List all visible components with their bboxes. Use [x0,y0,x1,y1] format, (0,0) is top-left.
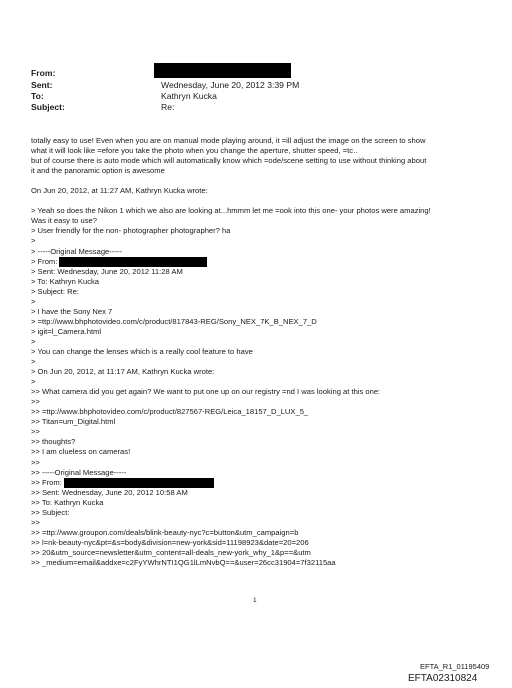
page-number: 1 [253,597,257,604]
subject-value: Re: [161,102,175,112]
body-line: >> What camera did you get again? We want to put one up on our registry =nd I was looking at this one: [31,387,381,397]
body-line: >> [31,457,40,467]
body-line: Was it easy to use? [31,216,97,226]
quoted-from-label: > From: [31,256,58,266]
body-line: > [31,296,36,306]
to-label: To: [31,91,44,101]
redacted-quoted-sender [64,478,214,488]
body-line [31,176,491,186]
body-line: >> I am clueless on cameras! [31,447,131,457]
subject-label: Subject: [31,102,65,112]
body-line: >> Sent: Wednesday, June 20, 2012 10:58 AM [31,487,188,497]
redacted-sender [154,63,291,78]
sent-label: Sent: [31,80,53,90]
to-value: Kathryn Kucka [161,91,217,101]
body-line: >> thoughts? [31,437,76,447]
body-line: > To: Kathryn Kucka [31,276,100,286]
email-body [31,136,491,568]
body-line: >> Subject: [31,507,70,517]
body-line: what it will look like =efore you take the photo when you change the aperture, shutter speed, =tc.. [31,146,358,156]
quote-attribution: On Jun 20, 2012, at 11:27 AM, Kathryn Kucka wrote: [31,186,208,196]
body-line: > Sent: Wednesday, June 20, 2012 11:28 AM [31,266,183,276]
quote-attribution: > On Jun 20, 2012, at 11:17 AM, Kathryn Kucka wrote: [31,367,215,377]
body-line: > [31,377,36,387]
body-line: it and the panoramic option is awesome [31,166,165,176]
url-line: > =ttp://www.bhphotovideo.com/c/product/817843-REG/Sony_NEX_7K_B_NEX_7_D [31,316,317,326]
from-label: From: [31,68,56,78]
original-message-divider: > -----Original Message----- [31,246,122,256]
body-line: >> [31,397,40,407]
quoted-from-row [31,478,491,488]
url-line: >> =ttp://www.groupon.com/deals/blink-beauty-nyc?c=button&utm_campaign=b [31,527,299,537]
body-line: >> [31,427,40,437]
body-line: >> To: Kathryn Kucka [31,497,104,507]
body-line: > I have the Sony Nex 7 [31,306,113,316]
url-line: > igit=l_Camera.html [31,326,102,336]
body-line [31,196,491,206]
body-line: > Yeah so does the Nikon 1 which we also are looking at...hmmm let me =ook into this one- your photos were amazing! [31,206,431,216]
body-line: but of course there is auto mode which will automatically know which =ode/scene setting to use without thinking about [31,156,427,166]
body-line: > Subject: Re: [31,286,79,296]
body-line: > You can change the lenses which is a really cool feature to have [31,346,253,356]
url-line: >> Titan=um_Digital.html [31,417,116,427]
document-ref-large: EFTA02310824 [408,673,478,684]
body-line: > User friendly for the non- photographer photographer? ha [31,226,231,236]
original-message-divider: >> -----Original Message----- [31,467,127,477]
url-line: >> =ttp://www.bhphotovideo.com/c/product/827567-REG/Leica_18157_D_LUX_5_ [31,407,309,417]
body-line: totally easy to use! Even when you are on manual mode playing around, it =ill adjust the image on the screen to show [31,136,426,145]
sent-value: Wednesday, June 20, 2012 3:39 PM [161,80,300,90]
url-line: >> l=nk-beauty-nyc&pt=&s=body&division=new-york&sid=11198923&date=20=206 [31,537,309,547]
body-line: >> [31,517,40,527]
quoted-from-row [31,257,491,267]
quoted-from-label: >> From: [31,477,62,487]
body-line: > [31,236,36,246]
document-ref-small: EFTA_R1_01195409 [420,662,490,671]
redacted-quoted-sender [59,257,207,267]
body-line: > [31,336,36,346]
body-line: > [31,357,36,367]
url-line: >> _medium=email&addxe=c2FyYWhrNTI1QG1lLmNvbQ==&user=26cc31904=7f32115aa [31,557,336,567]
url-line: >> 20&utm_source=newsletter&utm_content=all-deals_new-york_why_1&p==&utm [31,547,311,557]
